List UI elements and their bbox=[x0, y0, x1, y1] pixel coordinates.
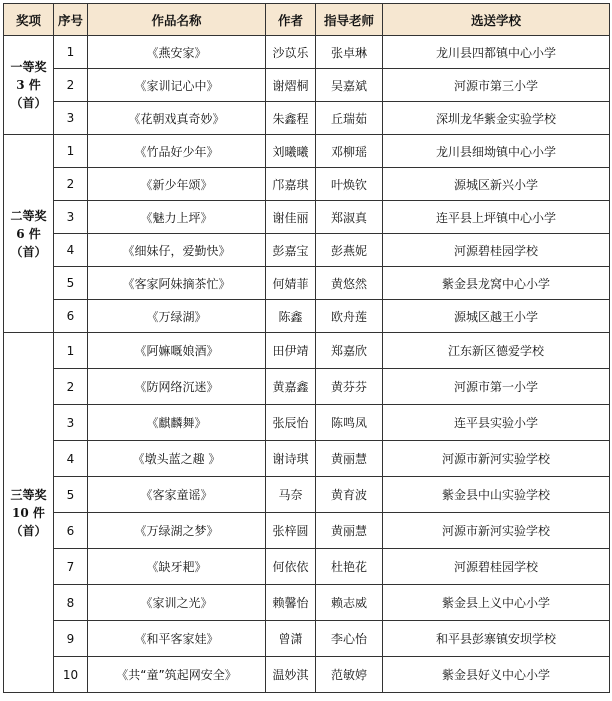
award-second bbox=[4, 135, 54, 333]
table-row bbox=[4, 333, 610, 369]
author: 谢熠桐 bbox=[266, 69, 316, 102]
author: 彭嘉宝 bbox=[266, 234, 316, 267]
work-title: 《防网络沉迷》 bbox=[88, 369, 266, 405]
work-title: 《魅力上坪》 bbox=[88, 201, 266, 234]
author: 陈鑫 bbox=[266, 300, 316, 333]
author: 张辰怡 bbox=[266, 405, 316, 441]
award-first-name: 一等奖 bbox=[10, 60, 47, 74]
teacher: 欧舟莲 bbox=[316, 300, 383, 333]
table-row bbox=[4, 585, 610, 621]
award-second-count: 6 件 bbox=[16, 226, 41, 241]
school: 紫金县好义中心小学 bbox=[383, 657, 610, 693]
school: 和平县彭寨镇安坝学校 bbox=[383, 621, 610, 657]
header-teacher: 指导老师 bbox=[316, 4, 383, 36]
author: 赖馨怡 bbox=[266, 585, 316, 621]
table-row bbox=[4, 405, 610, 441]
teacher: 彭燕妮 bbox=[316, 234, 383, 267]
work-title: 《花朝戏真奇妙》 bbox=[88, 102, 266, 135]
award-third-count: 10 件 bbox=[12, 505, 45, 520]
author: 谢诗琪 bbox=[266, 441, 316, 477]
author: 黄嘉鑫 bbox=[266, 369, 316, 405]
work-title: 《墩头蓝之趣 》 bbox=[88, 441, 266, 477]
table-row bbox=[4, 201, 610, 234]
work-title: 《竹品好少年》 bbox=[88, 135, 266, 168]
author: 何婧菲 bbox=[266, 267, 316, 300]
table-row bbox=[4, 513, 610, 549]
work-title: 《家训记心中》 bbox=[88, 69, 266, 102]
school: 河源市第三小学 bbox=[383, 69, 610, 102]
row-number: 2 bbox=[54, 369, 88, 405]
row-number: 4 bbox=[54, 234, 88, 267]
teacher: 黄悠然 bbox=[316, 267, 383, 300]
row-number: 4 bbox=[54, 441, 88, 477]
row-number: 6 bbox=[54, 300, 88, 333]
school: 河源市新河实验学校 bbox=[383, 441, 610, 477]
school: 紫金县中山实验学校 bbox=[383, 477, 610, 513]
school: 河源碧桂园学校 bbox=[383, 549, 610, 585]
award-second-name: 二等奖 bbox=[10, 208, 47, 223]
row-number: 5 bbox=[54, 477, 88, 513]
school: 河源市第一小学 bbox=[383, 369, 610, 405]
teacher: 陈鸣凤 bbox=[316, 405, 383, 441]
work-title: 《家训之光》 bbox=[88, 585, 266, 621]
teacher: 杜艳花 bbox=[316, 549, 383, 585]
row-number: 9 bbox=[54, 621, 88, 657]
school: 深圳龙华紫金实验学校 bbox=[383, 102, 610, 135]
work-title: 《新少年颂》 bbox=[88, 168, 266, 201]
teacher: 张卓琳 bbox=[316, 36, 383, 69]
award-first bbox=[4, 36, 54, 135]
row-number: 3 bbox=[54, 405, 88, 441]
award-first-unit: （首） bbox=[10, 96, 47, 110]
table-row bbox=[4, 441, 610, 477]
author: 谢佳丽 bbox=[266, 201, 316, 234]
author: 沙苡乐 bbox=[266, 36, 316, 69]
table-row bbox=[4, 267, 610, 300]
teacher: 丘瑞茹 bbox=[316, 102, 383, 135]
table-row bbox=[4, 477, 610, 513]
author: 张梓圆 bbox=[266, 513, 316, 549]
author: 何依依 bbox=[266, 549, 316, 585]
author: 田伊靖 bbox=[266, 333, 316, 369]
author: 曾潇 bbox=[266, 621, 316, 657]
work-title: 《缺牙耙》 bbox=[88, 549, 266, 585]
work-title: 《客家童谣》 bbox=[88, 477, 266, 513]
school: 连平县实验小学 bbox=[383, 405, 610, 441]
school: 龙川县细坳镇中心小学 bbox=[383, 135, 610, 168]
author: 温妙淇 bbox=[266, 657, 316, 693]
table-row bbox=[4, 300, 610, 333]
author: 朱鑫程 bbox=[266, 102, 316, 135]
teacher: 郑嘉欣 bbox=[316, 333, 383, 369]
school: 源城区越王小学 bbox=[383, 300, 610, 333]
row-number: 1 bbox=[54, 135, 88, 168]
teacher: 范敏婷 bbox=[316, 657, 383, 693]
teacher: 黄丽慧 bbox=[316, 513, 383, 549]
work-title: 《麒麟舞》 bbox=[88, 405, 266, 441]
teacher: 邓柳瑶 bbox=[316, 135, 383, 168]
row-number: 3 bbox=[54, 102, 88, 135]
header-award: 奖项 bbox=[4, 4, 54, 36]
work-title: 《万绿湖之梦》 bbox=[88, 513, 266, 549]
table-row bbox=[4, 102, 610, 135]
work-title: 《和平客家娃》 bbox=[88, 621, 266, 657]
teacher: 赖志威 bbox=[316, 585, 383, 621]
teacher: 黄芬芬 bbox=[316, 369, 383, 405]
awards-table bbox=[3, 3, 610, 693]
work-title: 《细妹仔，爱勤快》 bbox=[88, 234, 266, 267]
table-row bbox=[4, 135, 610, 168]
header-number: 序号 bbox=[54, 4, 88, 36]
school: 源城区新兴小学 bbox=[383, 168, 610, 201]
school: 连平县上坪镇中心小学 bbox=[383, 201, 610, 234]
work-title: 《万绿湖》 bbox=[88, 300, 266, 333]
header-title: 作品名称 bbox=[88, 4, 266, 36]
school: 江东新区德爱学校 bbox=[383, 333, 610, 369]
school: 河源市新河实验学校 bbox=[383, 513, 610, 549]
teacher: 李心怡 bbox=[316, 621, 383, 657]
award-third-unit: （首） bbox=[10, 523, 47, 538]
row-number: 3 bbox=[54, 201, 88, 234]
school: 龙川县四都镇中心小学 bbox=[383, 36, 610, 69]
author: 邝嘉琪 bbox=[266, 168, 316, 201]
table-row bbox=[4, 168, 610, 201]
header-school: 选送学校 bbox=[383, 4, 610, 36]
award-second-unit: （首） bbox=[10, 244, 47, 259]
teacher: 吴嘉斌 bbox=[316, 69, 383, 102]
header-author: 作者 bbox=[266, 4, 316, 36]
table-row bbox=[4, 369, 610, 405]
teacher: 叶焕钦 bbox=[316, 168, 383, 201]
school: 河源碧桂园学校 bbox=[383, 234, 610, 267]
award-third bbox=[4, 333, 54, 693]
award-first-count: 3 件 bbox=[16, 78, 41, 92]
row-number: 6 bbox=[54, 513, 88, 549]
row-number: 1 bbox=[54, 36, 88, 69]
table-row bbox=[4, 549, 610, 585]
row-number: 7 bbox=[54, 549, 88, 585]
work-title: 《共“童”筑起网安全》 bbox=[88, 657, 266, 693]
row-number: 2 bbox=[54, 168, 88, 201]
author: 马奈 bbox=[266, 477, 316, 513]
row-number: 1 bbox=[54, 333, 88, 369]
teacher: 郑淑真 bbox=[316, 201, 383, 234]
school: 紫金县上义中心小学 bbox=[383, 585, 610, 621]
work-title: 《阿嫲嘅娘酒》 bbox=[88, 333, 266, 369]
row-number: 10 bbox=[54, 657, 88, 693]
table-row bbox=[4, 69, 610, 102]
table-row bbox=[4, 36, 610, 69]
award-third-name: 三等奖 bbox=[10, 487, 47, 502]
table-row bbox=[4, 657, 610, 693]
work-title: 《燕安家》 bbox=[88, 36, 266, 69]
school: 紫金县龙窝中心小学 bbox=[383, 267, 610, 300]
teacher: 黄丽慧 bbox=[316, 441, 383, 477]
work-title: 《客家阿妹摘茶忙》 bbox=[88, 267, 266, 300]
table-row bbox=[4, 234, 610, 267]
row-number: 8 bbox=[54, 585, 88, 621]
row-number: 5 bbox=[54, 267, 88, 300]
row-number: 2 bbox=[54, 69, 88, 102]
header-row bbox=[4, 4, 610, 36]
table-row bbox=[4, 621, 610, 657]
teacher: 黄育波 bbox=[316, 477, 383, 513]
author: 刘曦曦 bbox=[266, 135, 316, 168]
